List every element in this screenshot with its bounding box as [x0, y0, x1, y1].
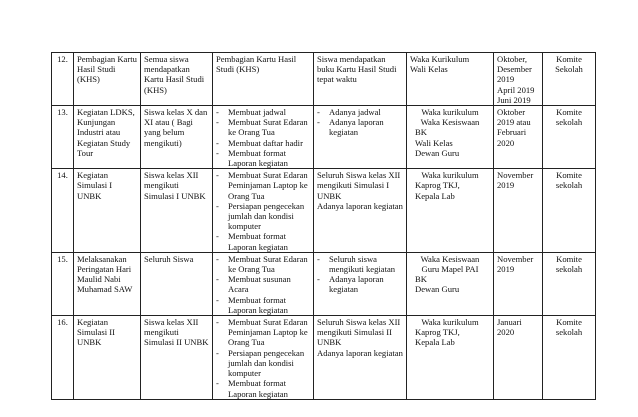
pic-line: Dewan Guru [415, 147, 460, 158]
pic-line: Waka Kesiswaan [420, 253, 480, 264]
strategy-cell [213, 106, 314, 169]
pic-cell [407, 316, 494, 400]
row-number: 15. [52, 252, 74, 315]
time-cell [494, 169, 543, 253]
indicator-line: Adanya laporan kegiatan [317, 200, 403, 211]
pic-line: Guru Mapel PAI [421, 264, 479, 275]
time-line: Januari [497, 317, 522, 328]
pic-line: Kaprog TKJ, [415, 327, 460, 338]
time-line: Oktober [497, 107, 526, 118]
time-line: November [497, 253, 534, 264]
strategy-item: - Membuat format Laporan kegiatan [216, 295, 310, 315]
pic-line: Waka kurikulum [421, 170, 479, 181]
strategy-item: - Membuat Surat Edaran Peminjaman Laptop ke Orang Tua [216, 317, 310, 348]
time-line: 2019 [497, 264, 515, 275]
strategy-cell [213, 252, 314, 315]
activity-cell: Kegiatan Simulasi I UNBK [74, 169, 141, 253]
strategy-list [216, 317, 310, 399]
activity-cell: Melaksanakan Peringatan Hari Maulid Nabi Muhamad SAW [74, 252, 141, 315]
table-row [52, 252, 596, 315]
time-line: 2020 [497, 137, 515, 148]
row-number: 16. [52, 316, 74, 400]
indicator-item: - Adanya laporan kegiatan [317, 274, 403, 294]
indicator-cell [314, 316, 407, 400]
activity-cell: Pembagian Kartu Hasil Studi (KHS) [74, 53, 141, 106]
strategy-cell [213, 316, 314, 400]
note-line: sekolah [555, 264, 583, 275]
pic-cell [407, 252, 494, 315]
strategy-item: - Membuat jadwal [216, 107, 310, 117]
note-cell [543, 252, 596, 315]
pic-cell [407, 106, 494, 169]
strategy-item: - Membuat Surat Edaran Peminjaman Laptop ke Orang Tua [216, 170, 310, 201]
pic-line: Dewan Guru [415, 284, 460, 295]
note-cell [543, 53, 596, 106]
strategy-item: - Membuat format Laporan kegiatan [216, 231, 310, 251]
pic-line: Kaprog TKJ, [415, 180, 460, 191]
note-line: sekolah [555, 180, 583, 191]
table-row [52, 53, 596, 106]
strategy-list [216, 170, 310, 252]
strategy-item: - Persiapan pengecekan jumlah dan kondisi komputer [216, 201, 310, 232]
indicator-text: Siswa mendapatkan buku Kartu Hasil Studi tepat waktu [317, 54, 397, 85]
target-cell: Siswa kelas X dan XI atau ( Bagi yang belum mengikuti) [141, 106, 213, 169]
note-line: Sekolah [555, 64, 583, 75]
time-cell [494, 53, 543, 106]
note-cell [543, 316, 596, 400]
note-line: Komite [556, 317, 582, 328]
indicator-cell [314, 53, 407, 106]
note-line: Komite [556, 107, 582, 118]
time-line: Oktober, [497, 54, 527, 64]
row-number: 14. [52, 169, 74, 253]
pic-line: Waka Kurikulum [410, 54, 470, 64]
indicator-line: Seluruh Siswa kelas XII mengikuti Simulasi I UNBK [317, 170, 401, 201]
strategy-text: Pembagian Kartu Hasil Studi (KHS) [216, 54, 297, 75]
pic-line: Wali Kelas [415, 137, 453, 148]
note-line: Komite [556, 170, 582, 181]
pic-line: Waka kurikulum [421, 317, 479, 328]
activity-cell: Kegiatan Simulasi II UNBK [74, 316, 141, 400]
target-cell: Semua siswa mendapatkan Kartu Hasil Studi (KHS) [141, 53, 213, 106]
strategy-cell [213, 53, 314, 106]
indicator-cell [314, 252, 407, 315]
time-cell [494, 252, 543, 315]
pic-line: BK [415, 127, 427, 138]
pic-line: Waka Kesiswaan [420, 117, 480, 128]
activity-cell: Kegiatan LDKS, Kunjungan Industri atau Kegiatan Study Tour [74, 106, 141, 169]
time-line: Desember [497, 64, 532, 75]
indicator-cell [314, 169, 407, 253]
indicator-item: - Seluruh siswa mengikuti kegiatan [317, 254, 403, 274]
strategy-item: - Membuat Surat Edaran ke Orang Tua [216, 254, 310, 274]
indicator-list [317, 107, 403, 138]
pic-line: BK [415, 274, 427, 285]
time-cell [494, 106, 543, 169]
table-row [52, 316, 596, 400]
strategy-list [216, 254, 310, 315]
strategy-item: - Membuat susunan Acara [216, 274, 310, 294]
activity-schedule-table [51, 52, 596, 400]
pic-cell [407, 53, 494, 106]
pic-line: Waka kurikulum [421, 107, 479, 118]
indicator-item: - Adanya jadwal [317, 107, 403, 117]
time-line: 2020 [497, 327, 515, 338]
indicator-line: Adanya laporan kegiatan [317, 347, 403, 358]
note-line: sekolah [555, 117, 583, 128]
pic-cell [407, 169, 494, 253]
strategy-item: - Membuat Surat Edaran ke Orang Tua [216, 117, 310, 137]
row-number: 12. [52, 53, 74, 106]
note-line: sekolah [555, 327, 583, 338]
time-cell [494, 316, 543, 400]
indicator-list [317, 254, 403, 295]
pic-line: Kepala Lab [415, 337, 455, 348]
strategy-list [216, 107, 310, 168]
strategy-item: - Persiapan pengecekan jumlah dan kondisi komputer [216, 348, 310, 379]
time-line: 2019 [497, 180, 515, 191]
target-cell: Seluruh Siswa [141, 252, 213, 315]
strategy-item: - Membuat format Laporan kegiatan [216, 378, 310, 398]
time-line: 2019 atau [497, 117, 531, 128]
table-row [52, 106, 596, 169]
time-line: Februari [497, 127, 527, 138]
target-cell: Siswa kelas XII mengikuti Simulasi I UNBK [141, 169, 213, 253]
pic-line: Wali Kelas [410, 64, 448, 75]
strategy-item: - Membuat format Laporan kegiatan [216, 148, 310, 168]
note-cell [543, 106, 596, 169]
strategy-item: - Membuat daftar hadir [216, 138, 310, 148]
time-line: April 2019 [497, 84, 535, 95]
time-line: Juni 2019 [497, 94, 531, 105]
time-line: November [497, 170, 534, 181]
time-line: 2019 [497, 74, 515, 85]
pic-line: Kepala Lab [415, 190, 455, 201]
indicator-item: - Adanya laporan kegiatan [317, 117, 403, 137]
indicator-cell [314, 106, 407, 169]
table-row [52, 169, 596, 253]
strategy-cell [213, 169, 314, 253]
target-cell: Siswa kelas XII mengikuti Simulasi II UNBK [141, 316, 213, 400]
indicator-line: Seluruh Siswa kelas XII mengikuti Simulasi II UNBK [317, 317, 401, 348]
note-line: Komite [556, 253, 582, 264]
note-line: Komite [556, 54, 582, 64]
note-cell [543, 169, 596, 253]
row-number: 13. [52, 106, 74, 169]
